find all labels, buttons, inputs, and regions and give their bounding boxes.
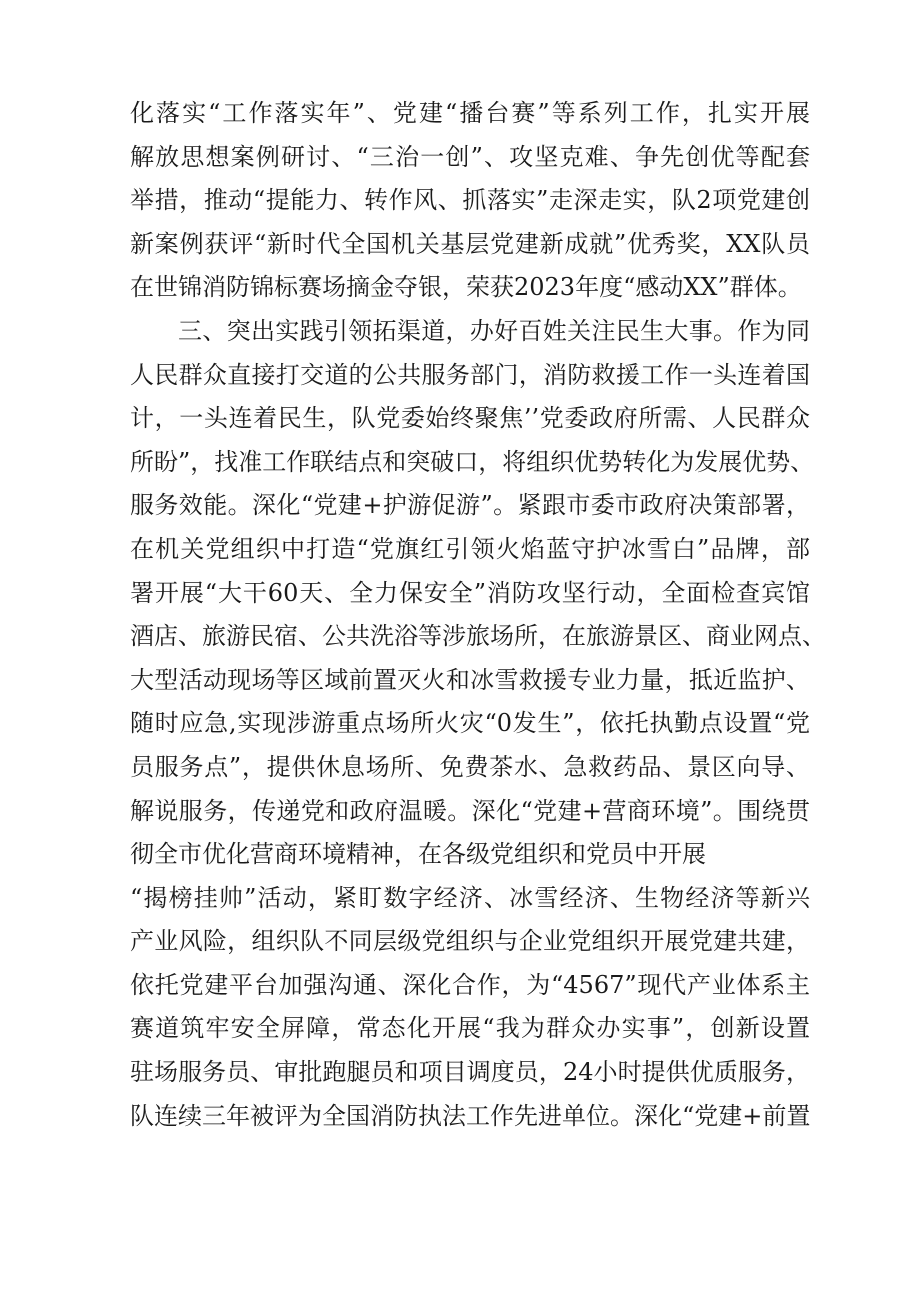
- text-line: 举措，推动“提能力、转作风、抓落实”走深走实，队2项党建创: [130, 186, 810, 215]
- text-line: 酒店、旅游民宿、公共洗浴等涉旅场所，在旅游景区、商业网点、: [130, 622, 826, 651]
- text-line: 大型活动现场等区域前置灭火和冰雪救援专业力量，抵近监护、: [130, 665, 810, 694]
- text-line: 化落实“工作落实年”、党建“播台赛”等系列工作，扎实开展: [130, 99, 810, 127]
- text-line: 产业风险，组织队不同层级党组织与企业党组织开展党建共建，: [130, 927, 810, 956]
- text-line: 驻场服务员、审批跑腿员和项目调度员，24小时提供优质服务，: [130, 1058, 810, 1087]
- text-line: 服务效能。深化“党建+护游促游”。紧跟市委市政府决策部署，: [130, 491, 810, 520]
- text-line: 人民群众直接打交道的公共服务部门，消防救援工作一头连着国: [130, 360, 810, 389]
- text-line: 署开展“大干60天、全力保安全”消防攻坚行动，全面检查宾馆: [130, 578, 810, 607]
- text-line: 在机关党组织中打造“党旗红引领火焰蓝守护冰雪白”品牌，部: [130, 534, 810, 563]
- text-line: 新案例获评“新时代全国机关基层党建新成就”优秀奖，XX队员: [130, 229, 810, 258]
- text-line: 所盼”，找准工作联结点和突破口，将组织优势转化为发展优势、: [130, 447, 815, 476]
- text-line: 依托党建平台加强沟通、深化合作，为“4567”现代产业体系主: [130, 970, 810, 999]
- text-line: “揭榜挂帅”活动，紧盯数字经济、冰雪经济、生物经济等新兴: [130, 883, 810, 912]
- text-line: 赛道筑牢安全屏障，常态化开展“我为群众办实事”，创新设置: [130, 1014, 810, 1043]
- section-heading-line: 三、突出实践引领拓渠道，办好百姓关注民生大事。作为同: [178, 316, 810, 345]
- body-text: [130, 92, 826, 1138]
- text-line: 解放思想案例研讨、“三治一创”、攻坚克难、争先创优等配套: [130, 142, 810, 171]
- text-line: 在世锦消防锦标赛场摘金夺银，荣获2023年度“感动XX”群体。: [130, 273, 802, 302]
- text-line: 解说服务，传递党和政府温暖。深化“党建+营商环境”。围绕贯: [130, 796, 810, 825]
- text-line: 队连续三年被评为全国消防执法工作先进单位。深化“党建+前置: [130, 1101, 811, 1130]
- text-line: 计，一头连着民生，队党委始终聚焦’’党委政府所需、人民群众: [130, 404, 810, 433]
- text-line: 员服务点”，提供休息场所、免费茶水、急救药品、景区向导、: [130, 752, 810, 781]
- text-line: 随时应急,实现涉游重点场所火灾“0发生”，依托执勤点设置“党: [130, 709, 810, 738]
- text-line: 彻全市优化营商环境精神，在各级党组织和党员中开展: [130, 840, 706, 869]
